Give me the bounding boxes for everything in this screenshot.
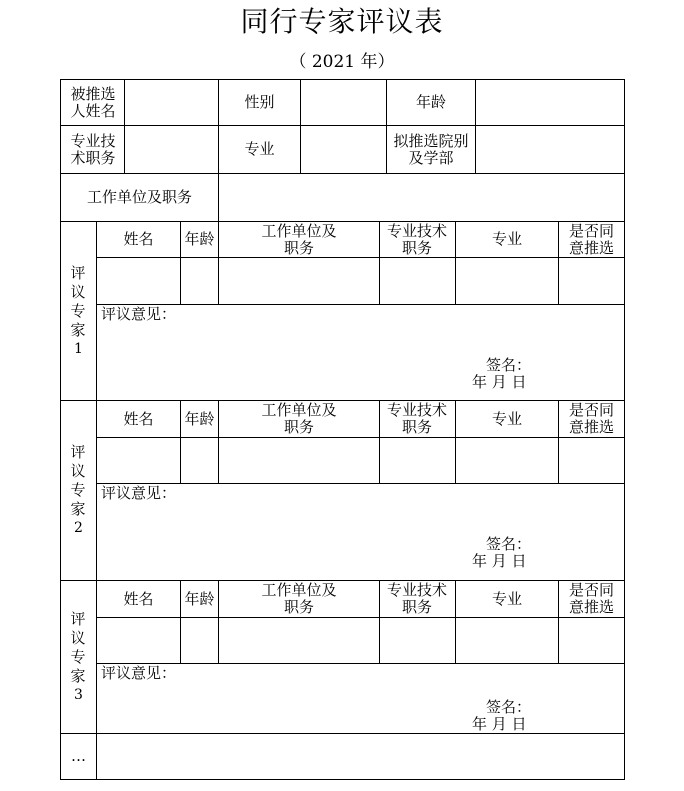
expert-1-title-header: 专业技术职务 xyxy=(386,221,447,257)
professional-title-field[interactable] xyxy=(125,126,218,173)
expert-1-agree-header: 是否同意推选 xyxy=(568,221,614,257)
expert-2-name-field[interactable] xyxy=(97,438,180,483)
expert-1-label-text: 评议专家 xyxy=(70,263,86,339)
expert-1-age-field[interactable] xyxy=(181,258,218,304)
gender-label: 性别 xyxy=(244,93,275,111)
expert-3-age-header: 年龄 xyxy=(184,589,215,608)
expert-3-name-header: 姓名 xyxy=(123,589,154,608)
expert-2-work-header: 工作单位及职务 xyxy=(261,401,337,436)
expert-2-opinion-label: 评议意见： xyxy=(101,484,177,502)
expert-3-age-field[interactable] xyxy=(181,618,218,663)
expert-1-work-header: 工作单位及职务 xyxy=(261,221,337,257)
expert-2-signature-label: 签名： xyxy=(486,535,532,553)
major-label: 专业 xyxy=(244,140,275,158)
expert-1-agree-field[interactable] xyxy=(559,258,624,304)
expert-1-major-header: 专业 xyxy=(491,230,522,248)
expert-1-opinion-label: 评议意见： xyxy=(101,305,177,323)
expert-3-number: 3 xyxy=(74,686,83,703)
expert-1-name-header: 姓名 xyxy=(123,230,154,248)
age-label: 年龄 xyxy=(415,93,446,111)
expert-1-number: 1 xyxy=(74,340,83,357)
expert-3-major-header: 专业 xyxy=(491,589,522,608)
major-field[interactable] xyxy=(301,126,386,173)
expert-3-title-header: 专业技术职务 xyxy=(386,581,447,616)
expert-3-opinion-label: 评议意见： xyxy=(101,664,177,682)
gender-field[interactable] xyxy=(301,80,386,125)
expert-3-title-field[interactable] xyxy=(380,618,455,663)
expert-2-name-header: 姓名 xyxy=(123,409,154,428)
expert-1-age-header: 年龄 xyxy=(184,230,215,248)
expert-1-major-field[interactable] xyxy=(456,258,558,304)
expert-3-agree-field[interactable] xyxy=(559,618,624,663)
expert-3-major-field[interactable] xyxy=(456,618,558,663)
expert-3-work-header: 工作单位及职务 xyxy=(261,581,337,616)
expert-3-work-field[interactable] xyxy=(219,618,379,663)
expert-2-label-text: 评议专家 xyxy=(70,443,86,518)
work-unit-label: 工作单位及职务 xyxy=(86,188,192,206)
expert-2-work-field[interactable] xyxy=(219,438,379,483)
professional-title-label: 专业技术职务 xyxy=(70,131,116,167)
expert-2-major-header: 专业 xyxy=(491,409,522,428)
expert-3-label-text: 评议专家 xyxy=(70,609,86,685)
candidate-name-label: 被推选人姓名 xyxy=(70,84,116,120)
expert-2-label xyxy=(61,401,96,580)
expert-1-name-field[interactable] xyxy=(97,258,180,304)
expert-2-age-header: 年龄 xyxy=(184,409,215,428)
expert-2-title-header: 专业技术职务 xyxy=(386,401,447,436)
candidate-name-field[interactable] xyxy=(125,80,218,125)
expert-2-title-field[interactable] xyxy=(380,438,455,483)
expert-2-agree-header: 是否同意推选 xyxy=(568,401,614,436)
expert-2-date-label: 年 月 日 xyxy=(472,552,527,570)
expert-2-age-field[interactable] xyxy=(181,438,218,483)
expert-3-agree-header: 是否同意推选 xyxy=(568,581,614,616)
expert-3-name-field[interactable] xyxy=(97,618,180,663)
expert-2-number: 2 xyxy=(74,520,83,536)
expert-1-work-field[interactable] xyxy=(219,258,379,304)
expert-3-signature-label: 签名： xyxy=(486,698,532,716)
page-title: 同行专家评议表 xyxy=(240,5,444,38)
expert-1-signature-label: 签名： xyxy=(486,356,532,374)
expert-1-date-label: 年 月 日 xyxy=(472,373,527,391)
more-experts-field[interactable] xyxy=(97,734,624,779)
department-field[interactable] xyxy=(476,126,624,173)
age-field[interactable] xyxy=(476,80,624,125)
department-label: 拟推选院别及学部 xyxy=(393,131,469,167)
year-line: （ 2021 年） xyxy=(289,52,395,72)
expert-3-date-label: 年 月 日 xyxy=(472,715,527,733)
expert-2-major-field[interactable] xyxy=(456,438,558,483)
more-experts-ellipsis: … xyxy=(71,747,86,765)
expert-1-label xyxy=(61,222,96,400)
work-unit-field[interactable] xyxy=(219,174,624,221)
expert-3-label xyxy=(61,581,96,733)
expert-1-title-field[interactable] xyxy=(380,258,455,304)
expert-2-agree-field[interactable] xyxy=(559,438,624,483)
